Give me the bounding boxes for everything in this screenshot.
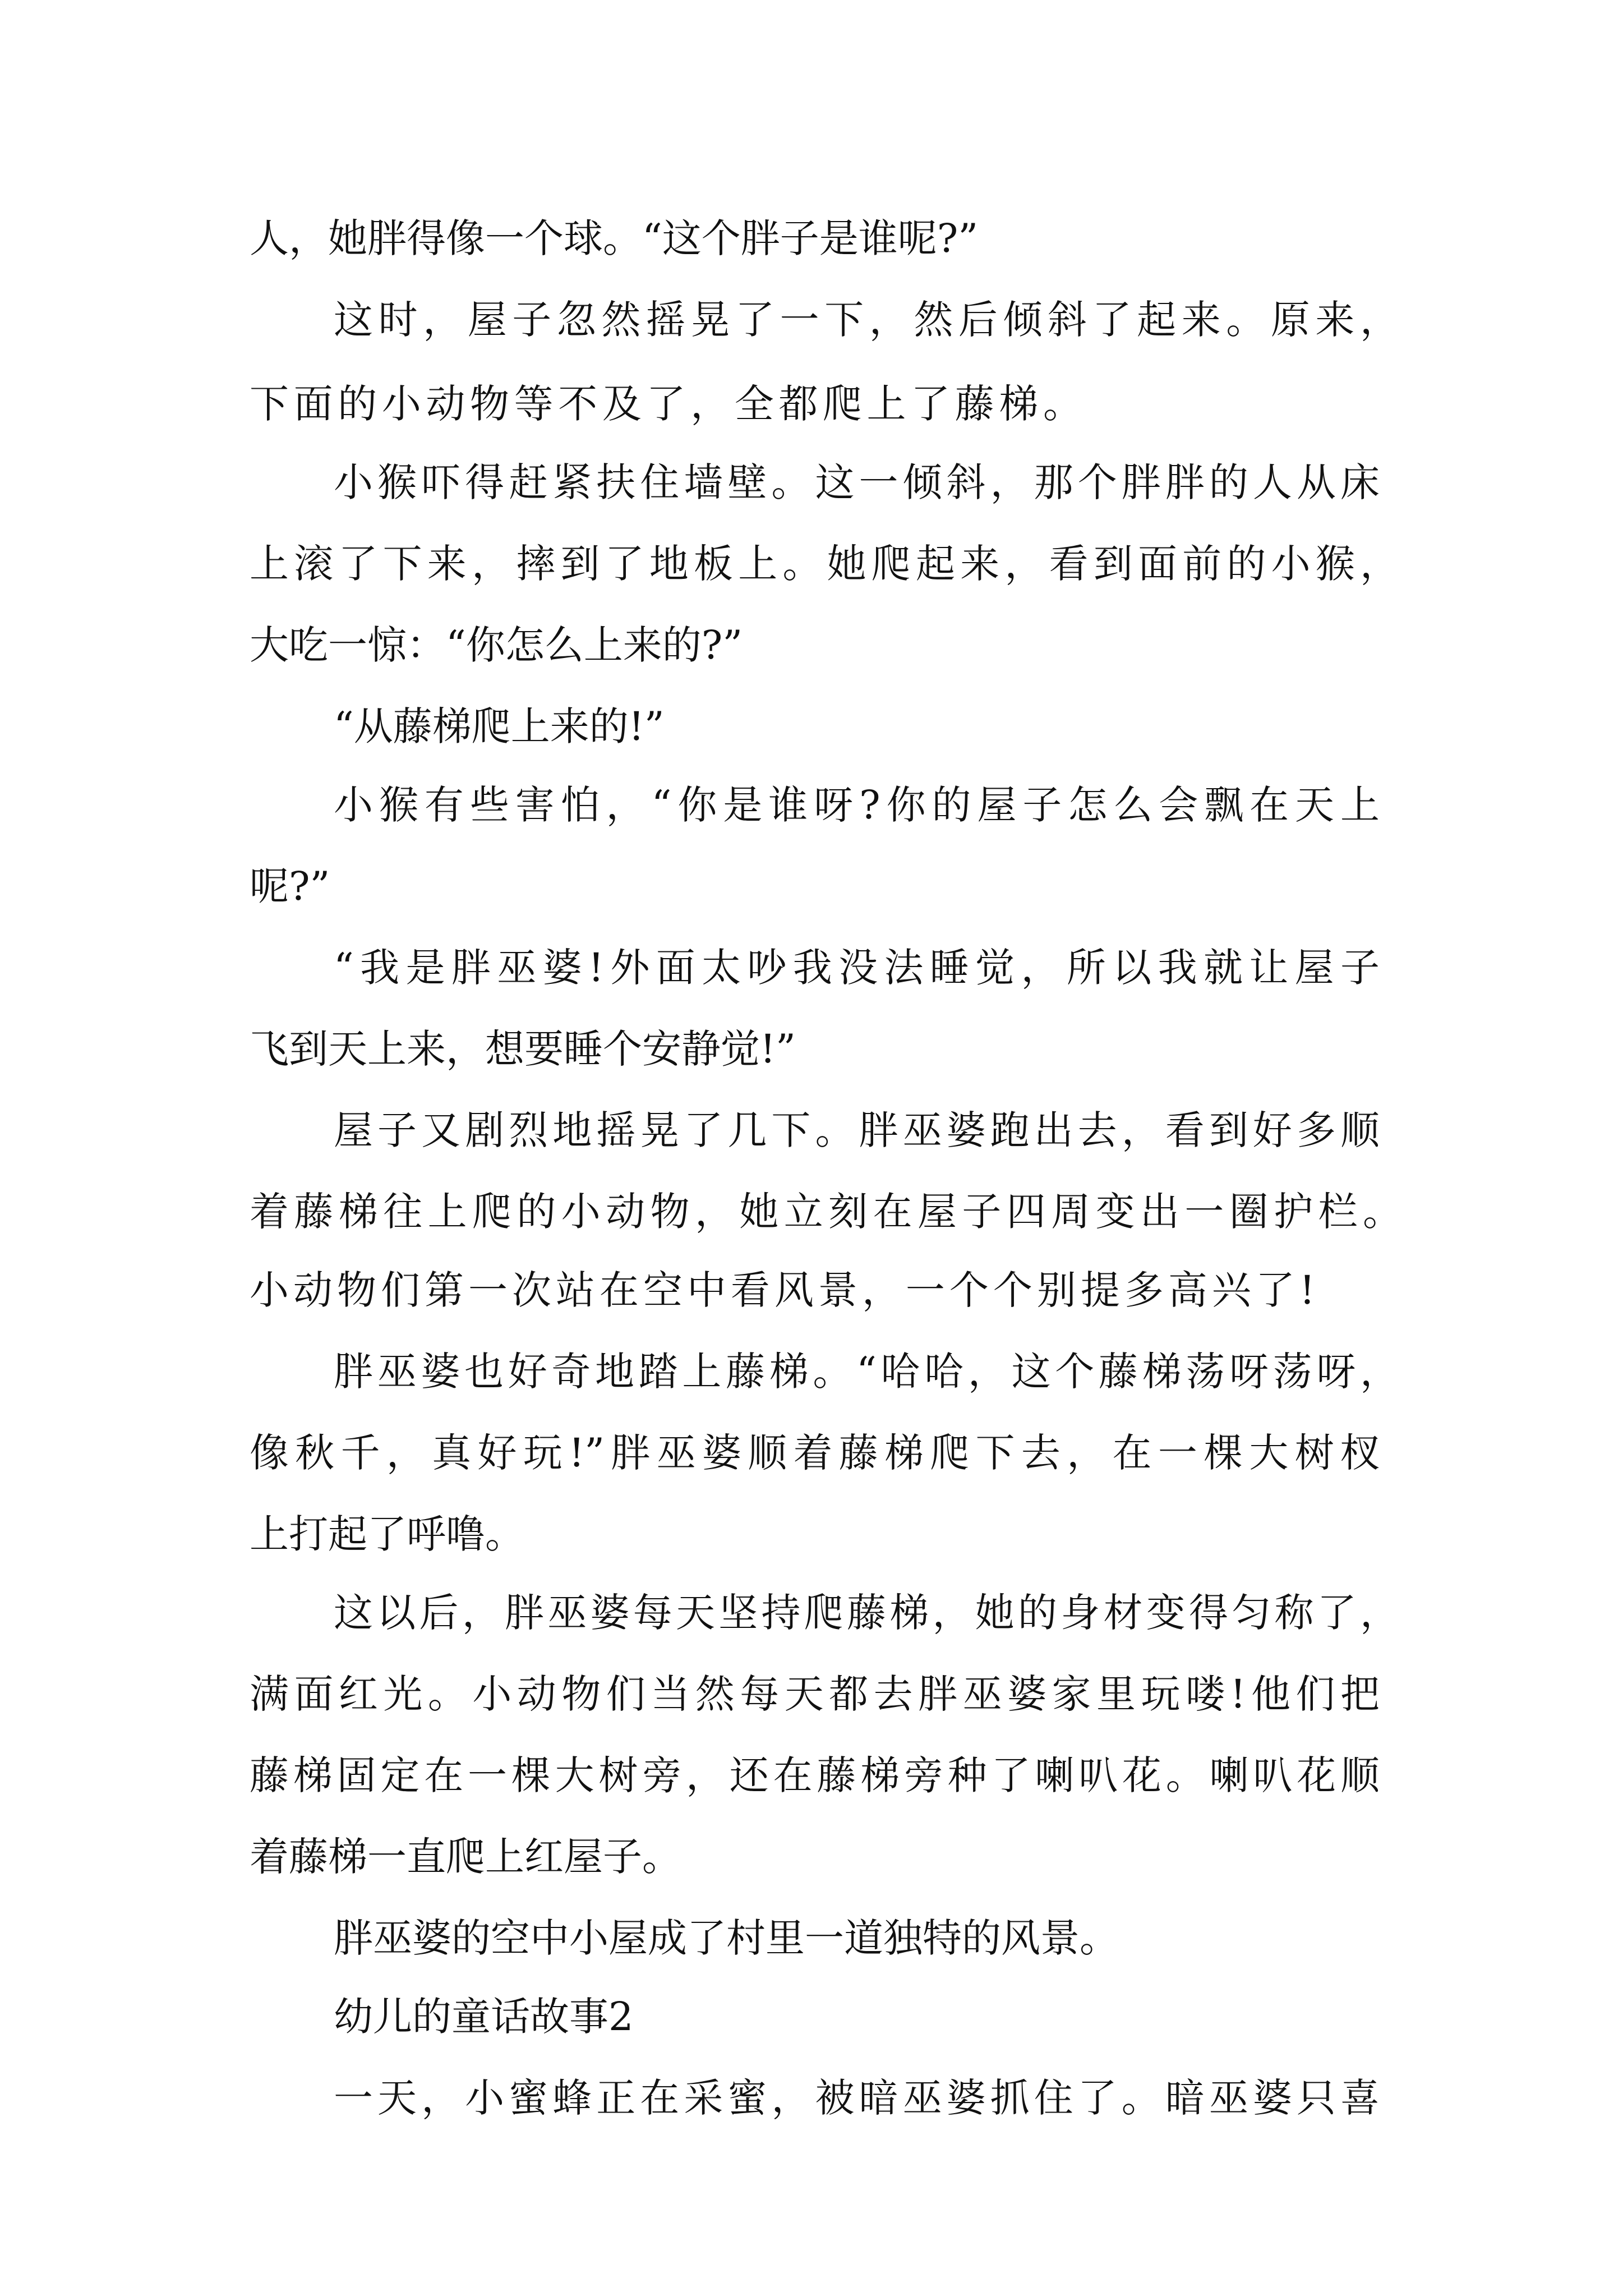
text-line: 藤梯固定在一棵大树旁，还在藤梯旁种了喇叭花。喇叭花顺 — [250, 1752, 1380, 1798]
text-line: 呢?” — [250, 863, 330, 909]
text-line: 大吃一惊：“你怎么上来的?” — [250, 622, 743, 668]
text-line: 胖巫婆的空中小屋成了村里一道独特的风景。 — [334, 1915, 1119, 1961]
text-line: 飞到天上来，想要睡个安静觉!” — [250, 1026, 796, 1072]
text-line: 着藤梯往上爬的小动物，她立刻在屋子四周变出一圈护栏。 — [250, 1189, 1402, 1235]
text-line: 满面红光。小动物们当然每天都去胖巫婆家里玩喽!他们把 — [250, 1671, 1380, 1717]
text-line: 胖巫婆也好奇地踏上藤梯。“哈哈，这个藤梯荡呀荡呀， — [334, 1349, 1399, 1395]
text-line: 像秋千，真好玩!”胖巫婆顺着藤梯爬下去，在一棵大树杈 — [250, 1430, 1380, 1476]
text-line: 这时，屋子忽然摇晃了一下，然后倾斜了起来。原来， — [334, 297, 1399, 343]
text-line: “我是胖巫婆!外面太吵我没法睡觉，所以我就让屋子 — [334, 945, 1380, 991]
text-line: 上打起了呼噜。 — [250, 1511, 524, 1557]
text-line: 小动物们第一次站在空中看风景，一个个别提多高兴了! — [250, 1267, 1315, 1313]
text-line: 屋子又剧烈地摇晃了几下。胖巫婆跑出去，看到好多顺 — [334, 1107, 1380, 1153]
text-line: 小猴有些害怕，“你是谁呀?你的屋子怎么会飘在天上 — [334, 782, 1380, 828]
text-line: 这以后，胖巫婆每天坚持爬藤梯，她的身材变得匀称了， — [334, 1590, 1399, 1636]
text-line: “从藤梯爬上来的!” — [334, 703, 665, 749]
text-line: 人，她胖得像一个球。“这个胖子是谁呢?” — [250, 215, 979, 261]
text-line: 下面的小动物等不及了，全都爬上了藤梯。 — [250, 381, 1082, 427]
text-line: 一天，小蜜蜂正在采蜜，被暗巫婆抓住了。暗巫婆只喜 — [334, 2075, 1380, 2121]
text-line: 上滚了下来，摔到了地板上。她爬起来，看到面前的小猴， — [250, 541, 1399, 587]
section-heading: 幼儿的童话故事2 — [334, 1994, 634, 2040]
text-line: 着藤梯一直爬上红屋子。 — [250, 1834, 681, 1880]
text-line: 小猴吓得赶紧扶住墙壁。这一倾斜，那个胖胖的人从床 — [334, 459, 1380, 505]
